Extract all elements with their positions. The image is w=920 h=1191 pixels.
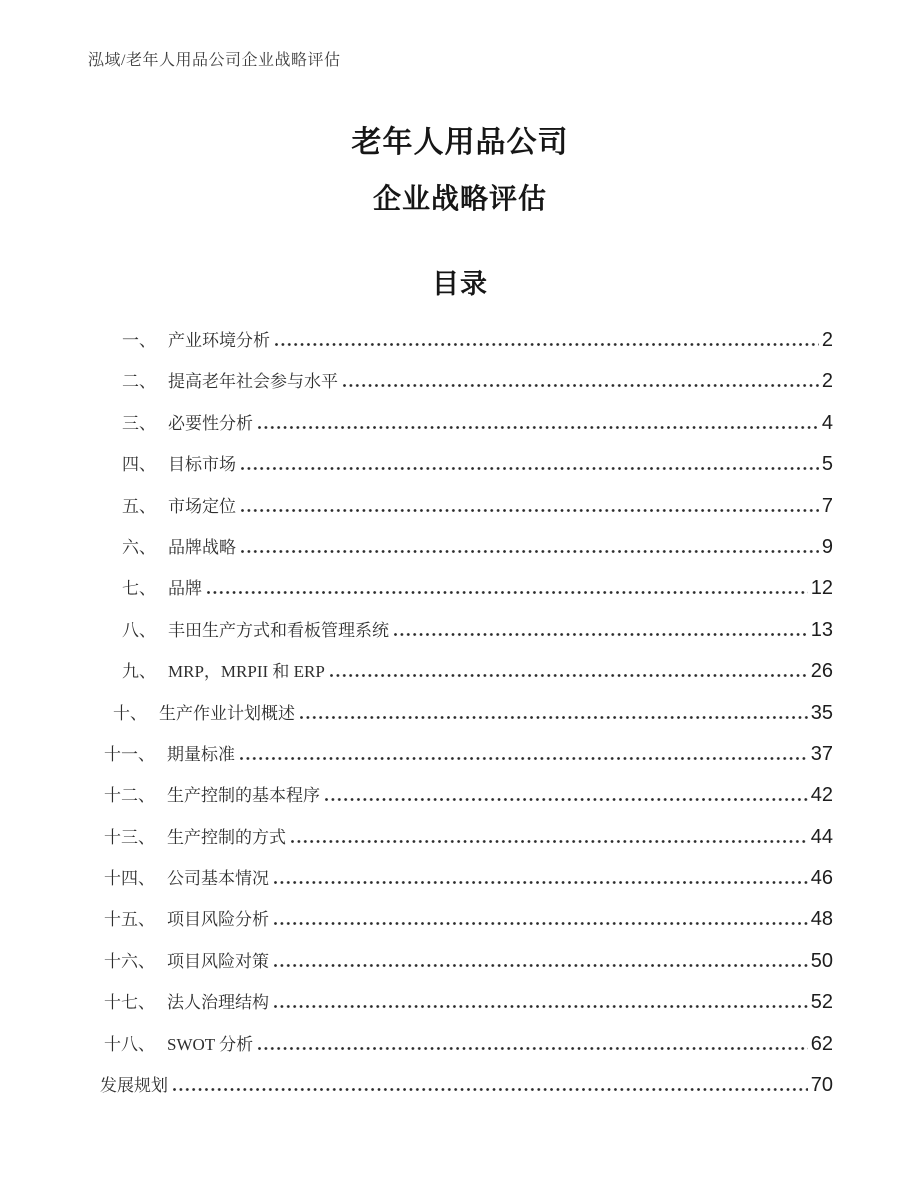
toc-entry[interactable] <box>100 651 833 692</box>
toc-entry-page: 7 <box>821 494 833 517</box>
toc-entry-title: 生产控制的基本程序 <box>167 786 320 806</box>
toc-entry-number: 四、 <box>122 455 156 475</box>
toc-entry-title: 市场定位 <box>168 496 236 516</box>
toc-entry-page: 50 <box>810 949 833 972</box>
dot-leader <box>325 798 808 801</box>
toc-entry-number: 十五、 <box>104 910 155 930</box>
toc-entry-number: 二、 <box>122 372 156 392</box>
dot-leader <box>241 550 819 553</box>
dot-leader <box>274 1005 808 1008</box>
toc-entry[interactable] <box>100 610 833 651</box>
toc-entry[interactable] <box>100 941 833 982</box>
toc-entry-page: 46 <box>810 867 833 890</box>
toc-entry-number: 十六、 <box>104 951 155 971</box>
toc-entry-page: 12 <box>810 577 833 600</box>
toc-entry[interactable] <box>100 693 833 734</box>
toc-entry[interactable] <box>100 858 833 899</box>
toc-entry-page: 52 <box>810 991 833 1014</box>
document-header: 泓域/老年人用品公司企业战略评估 <box>88 52 341 69</box>
toc-entry-title: 项目风险分析 <box>167 910 269 930</box>
toc-entry[interactable] <box>100 403 833 444</box>
toc-entry-number: 十七、 <box>104 993 155 1013</box>
document-title-line1: 老年人用品公司 <box>351 126 569 159</box>
toc-entry-title: 产业环境分析 <box>168 331 270 350</box>
toc-entry[interactable] <box>100 817 833 858</box>
toc-entry-title: 提高老年社会参与水平 <box>168 372 338 392</box>
dot-leader <box>241 467 819 470</box>
dot-leader <box>274 964 808 967</box>
toc-entry-title: 目标市场 <box>168 455 236 475</box>
toc-entry-title: 品牌战略 <box>168 537 236 557</box>
toc-entry-page: 42 <box>810 784 833 807</box>
toc-entry[interactable] <box>100 899 833 940</box>
toc-entry[interactable] <box>100 982 833 1023</box>
toc-heading: 目录 <box>432 269 488 299</box>
toc-entry-number: 十一、 <box>104 744 155 764</box>
toc-list <box>100 320 833 1106</box>
toc-entry-page: 5 <box>821 453 833 476</box>
toc-entry[interactable] <box>100 1065 833 1106</box>
toc-entry-number: 五、 <box>122 496 156 516</box>
toc-entry-number: 十四、 <box>104 869 155 889</box>
toc-entry-title: 项目风险对策 <box>167 951 269 971</box>
toc-entry-number: 八、 <box>122 620 156 640</box>
toc-entry-title: 必要性分析 <box>168 413 253 433</box>
toc-entry-page: 37 <box>810 742 833 765</box>
toc-entry-number: 七、 <box>122 579 156 599</box>
toc-entry[interactable] <box>100 444 833 485</box>
toc-entry-page: 26 <box>810 660 833 683</box>
dot-leader <box>343 384 819 387</box>
toc-entry-number: 十三、 <box>104 827 155 847</box>
toc-entry-number: 十、 <box>113 703 147 723</box>
dot-leader <box>274 922 808 925</box>
toc-entry-number: 十二、 <box>104 786 155 806</box>
toc-entry-page: 48 <box>810 908 833 931</box>
dot-leader <box>300 716 808 719</box>
toc-entry[interactable] <box>100 527 833 568</box>
toc-entry[interactable] <box>100 320 833 361</box>
toc-entry-title: 品牌 <box>168 579 202 599</box>
toc-entry-title: MRP，MRPII 和 ERP <box>168 662 325 682</box>
toc-entry-page: 44 <box>810 825 833 848</box>
toc-entry-page: 2 <box>821 329 833 351</box>
document-title-line2: 企业战略评估 <box>372 183 547 214</box>
toc-entry-page: 35 <box>810 701 833 724</box>
toc-entry-title: 公司基本情况 <box>167 869 269 889</box>
dot-leader <box>291 840 808 843</box>
dot-leader <box>394 633 808 636</box>
dot-leader <box>207 591 808 594</box>
dot-leader <box>275 343 819 346</box>
dot-leader <box>240 757 808 760</box>
toc-entry[interactable] <box>100 568 833 609</box>
toc-entry-title: 法人治理结构 <box>167 993 269 1013</box>
toc-entry-number: 六、 <box>122 537 156 557</box>
toc-entry[interactable] <box>100 775 833 816</box>
dot-leader <box>173 1088 808 1091</box>
dot-leader <box>258 1047 808 1050</box>
toc-entry[interactable] <box>100 486 833 527</box>
toc-entry-page: 4 <box>821 411 833 434</box>
toc-entry-title: 生产作业计划概述 <box>159 703 295 723</box>
toc-entry-number: 三、 <box>122 413 156 433</box>
toc-entry-number: 九、 <box>122 662 156 682</box>
toc-entry-title: 丰田生产方式和看板管理系统 <box>168 620 389 640</box>
toc-entry-page: 9 <box>821 535 833 558</box>
toc-entry-title: 生产控制的方式 <box>167 827 286 847</box>
dot-leader <box>330 674 808 677</box>
dot-leader <box>258 426 819 429</box>
toc-entry-number: 十八、 <box>104 1034 155 1054</box>
toc-entry[interactable] <box>100 361 833 402</box>
toc-entry-number: 一、 <box>122 331 156 350</box>
toc-entry[interactable] <box>100 734 833 775</box>
toc-entry[interactable] <box>100 1024 833 1065</box>
dot-leader <box>241 509 819 512</box>
toc-entry-page: 62 <box>810 1032 833 1055</box>
toc-entry-title: SWOT 分析 <box>167 1034 254 1054</box>
toc-entry-page: 70 <box>810 1074 833 1097</box>
toc-entry-page: 2 <box>821 370 833 393</box>
dot-leader <box>274 881 808 884</box>
toc-entry-title: 期量标准 <box>167 744 235 764</box>
toc-entry-page: 13 <box>810 618 833 641</box>
toc-entry-title: 发展规划 <box>100 1076 168 1096</box>
